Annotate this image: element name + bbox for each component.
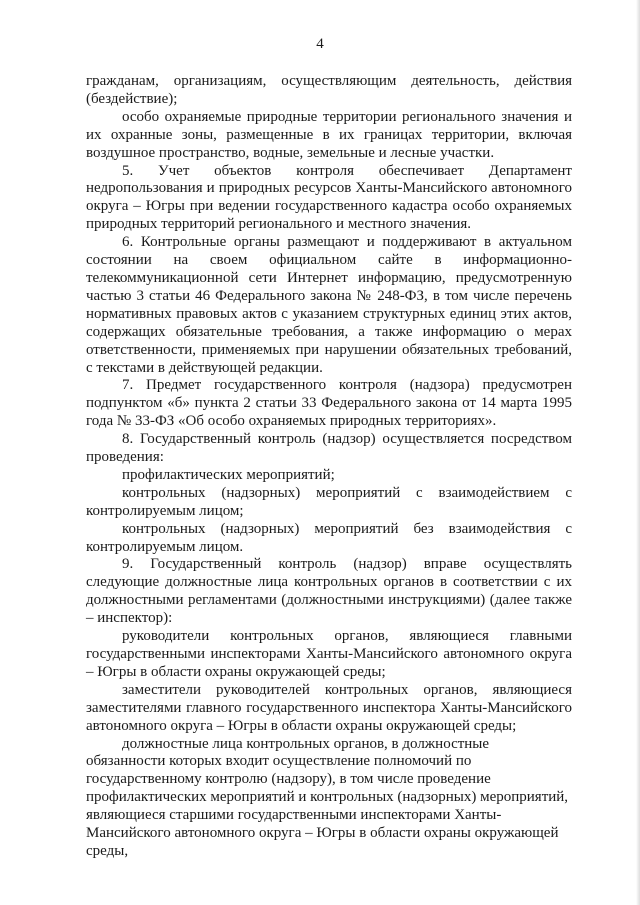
paragraph-p12: заместители руководителей контрольных органов, являющиеся заместителями главного государственного инспектора Ханты-Мансийского автономного округа – Югры в области охраны окружающей среды;: [86, 681, 572, 734]
paragraph-p13: должностные лица контрольных органов, в должностные обязанности которых входит осуществление полномочий по государственному контролю (надзору), в том числе проведение профилактических мероприятий и контрольных (надзорных) мероприятий, являющиеся старшими государственными инспекторами Ханты-Мансийского автономного округа – Югры в области охраны окружающей среды,: [86, 735, 569, 859]
page-number: 4: [316, 36, 324, 52]
paragraph-p05: 7. Предмет государственного контроля (надзора) предусмотрен подпунктом «б» пункта 2 статьи 33 Федерального закона от 14 марта 1995 года № 33-ФЗ «Об особо охраняемых природных территориях».: [86, 377, 572, 430]
paragraph-p07: профилактических мероприятий;: [122, 466, 335, 483]
paragraph-p10: 9. Государственный контроль (надзор) вправе осуществлять следующие должностные лица контрольных органов в соответствии с их должностными регламентами (должностными инструкциями) (далее также – инспектор):: [86, 556, 572, 627]
paragraph-p08: контрольных (надзорных) мероприятий с взаимодействием с контролируемым лицом;: [86, 484, 572, 519]
paragraph-p11: руководители контрольных органов, являющиеся главными государственными инспекторами Ханты-Мансийского автономного округа – Югры в области охраны окружающей среды;: [86, 628, 572, 680]
page-edge-shadow: [636, 0, 640, 905]
paragraph-p06: 8. Государственный контроль (надзор) осуществляется посредством проведения:: [86, 431, 572, 466]
paragraph-p01: гражданам, организациям, осуществляющим деятельность, действия (бездействие);: [86, 73, 572, 107]
paragraph-p04: 6. Контрольные органы размещают и поддерживают в актуальном состоянии на своем официальном сайте в информационно-телекоммуникационной сети Интернет информацию, предусмотренную частью 3 статьи 46 Федерального закона № 248-ФЗ, в том числе перечень нормативных правовых актов с указанием структурных единиц этих актов, содержащих обязательные требования, а также информацию о мерах ответственности, применяемых при нарушении обязательных требований, с текстами в действующей редакции.: [86, 234, 572, 376]
paragraph-p09: контрольных (надзорных) мероприятий без взаимодействия с контролируемым лицом.: [86, 520, 572, 555]
paragraph-p03: 5. Учет объектов контроля обеспечивает Департамент недропользования и природных ресурсов Ханты-Мансийского автономного округа – Югры при ведении государственного кадастра особо охраняемых природных территорий регионального и местного значения.: [86, 162, 572, 233]
paragraph-p02: особо охраняемые природные территории регионального значения и их охранные зоны, размещенные в их границах территории, включая воздушное пространство, водные, земельные и лесные участки.: [86, 108, 572, 161]
document-body: [86, 73, 572, 861]
